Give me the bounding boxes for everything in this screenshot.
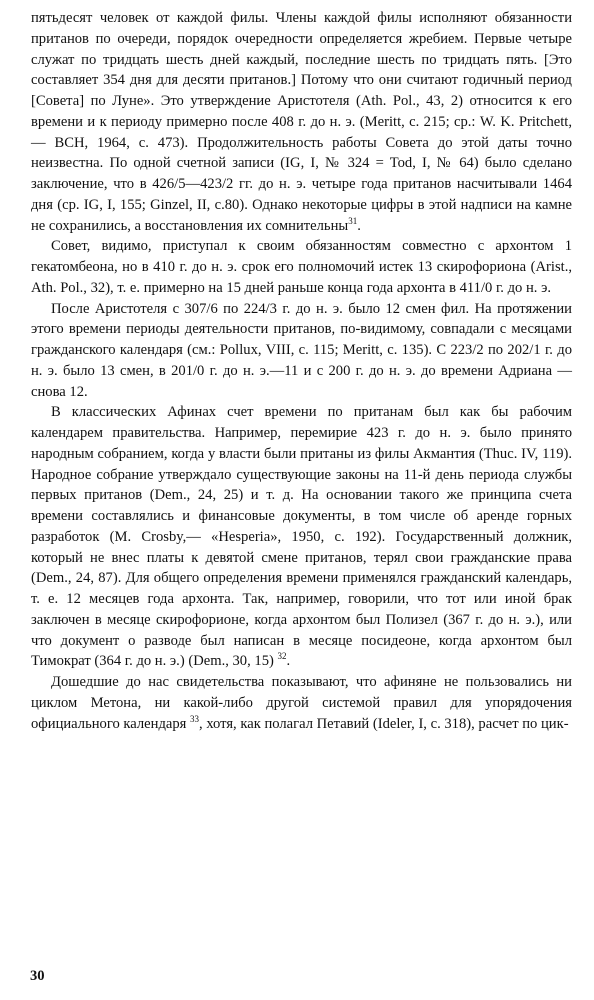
paragraph-5-text: Дошедшие до нас свидетельства показывают, что афиняне не пользовались ни циклом Метона, ни какой-либо другой системой правил для упорядочения официального календаря — [31, 674, 572, 732]
footnote-ref-32[interactable]: 32 — [277, 651, 287, 662]
footnote-ref-31[interactable]: 31 — [348, 215, 358, 226]
paragraph-4-text: В классических Афинах счет времени по пританам был как бы рабочим календарем правительства. Например, перемирие 423 г. до н. э. было принято народным собранием, когда у власти были пританы из филы Акмантия (Thuc. IV, 119). Народное собрание утверждало существующие законы на 11-й день периода службы первых пританов (Dem., 24, 25) и т. д. На основании такого же принципа счета времени составлялись и финансовые документы, в том числе об аренде горных разработок (M. Crosby,— «Hesperia», 1950, с. 192). Государственный должник, который не внес платы к девятой смене пританов, терял свои гражданские права (Dem., 24, 87). Для общего определения времени применялся гражданский календарь, т. е. 12 месяцев года архонта. Так, например, говорили, что тот или иной брак заключен в месяце скирофорионе, когда архонтом был Полизел (367 г. до н. э.), или что документ о разводе был написан в месяце посидеоне, когда архонтом был Тимократ (364 г. до н. э.) (Dem., 30, 15) — [31, 404, 572, 670]
paragraph-2 — [31, 236, 572, 298]
paragraph-1-text: пятьдесят человек от каждой филы. Члены каждой филы исполняют обязанности пританов по очереди, порядок очередности определяется жребием. Первые четыре служат по тридцать шесть дней каждый, последние шесть по тридцать пять. [Это составляет 354 дня для десяти пританов.] Потому что они считают годичный период [Совета] по Луне». Это утверждение Аристотеля (Ath. Pol., 43, 2) относится к его времени и к периоду примерно после 408 г. до н. э. (Meritt, с. 215; ср.: W. K. Pritchett,— BCH, 1964, с. 473). Продолжительность работы Совета до этой даты точно неизвестна. По одной счетной записи (IG, I, № 324 = Tod, I, № 64) было сделано заключение, что в 426/5—423/2 гг. до н. э. четыре года пританов насчитывали 1464 дня (ср. IG, I, 155; Ginzel, II, с.80). Однако некоторые цифры в этой надписи на камне не сохранились, а восстановления их сомнительны — [31, 10, 572, 234]
paragraph-3 — [31, 299, 572, 403]
paragraph-1: пятьдесят человек от каждой филы. Члены каждой филы исполняют обязанности пританов по очереди, порядок очередности определяется жребием. Первые четыре служат по тридцать шесть дней каждый, последние шесть по тридцать пять. [Это составляет 354 дня для десяти пританов.] Потому что они считают годичный период [Совета] по Луне». Это утверждение Аристотеля (Ath. Pol., 43, 2) относится к его времени и к периоду примерно после 408 г. до н. э. (Meritt, с. 215; ср.: W. K. Pritchett,— BCH, 1964, с. 473). Продолжительность работы Совета до этой даты точно неизвестна. По одной счетной записи (IG, I, № 324 = Tod, I, № 64) было сделано заключение, что в 426/5—423/2 гг. до н. э. четыре года пританов насчитывали 1464 дня (ср. IG, I, 155; Ginzel, II, с.80). Однако некоторые цифры в этой надписи на камне не сохранились, а восстановления их сомнительны$^{31}$. — [31, 10, 572, 234]
paragraph-5-tail: , хотя, как полагал Петавий (Ideler, I, с. 318), расчет по цик- — [199, 715, 569, 732]
paragraph-4: В классических Афинах счет времени по пританам был как бы рабочим календарем правительства. Например, перемирие 423 г. до н. э. было принято народным собранием, когда у власти были пританы из филы Акмантия (Thuc. IV, 119). Народное собрание утверждало существующие законы на 11-й день периода службы первых пританов (Dem., 24, 25) и т. д. На основании такого же принципа счета времени составлялись и финансовые документы, в том числе об аренде горных разработок (M. Crosby,— «Hesperia», 1950, с. 192). Государственный должник, который не внес платы к девятой смене пританов, терял свои гражданские права (Dem., 24, 87). Для общего определения времени применялся гражданский календарь, т. е. 12 месяцев года архонта. Так, например, говорили, что тот или иной брак заключен в месяце скирофорионе, когда архонтом был Полизел (367 г. до н. э.), или что документ о разводе был написан в месяце посидеоне, когда архонтом был Тимократ (364 г. до н. э.) (Dem., 30, 15) $^{32}$. — [31, 404, 572, 670]
footnote-ref-33[interactable]: 33 — [190, 713, 200, 724]
paragraph-5 — [31, 672, 572, 734]
paragraph-3-text: После Аристотеля с 307/6 по 224/3 г. до н. э. было 12 смен фил. На протяжении этого времени периоды деятельности пританов, по-видимому, совпадали с месяцами гражданского календаря (см.: Pollux, VIII, с. 115; Meritt, с. 135). С 223/2 по 202/1 г. до н. э. было 13 смен, в 201/0 г. до н. э.—11 и с 200 г. до н. э. до времени Адриана — снова 12. — [31, 300, 572, 400]
page-number: 30 — [30, 968, 45, 984]
paragraph-2-text: Совет, видимо, приступал к своим обязанностям совместно с архонтом 1 гекатомбеона, но в 410 г. до н. э. срок его полномочий истек 13 скирофориона (Arist., Ath. Pol., 32), т. е. примерно на 15 дней раньше конца года архонта в 411/0 г. до н. э. — [31, 238, 572, 296]
